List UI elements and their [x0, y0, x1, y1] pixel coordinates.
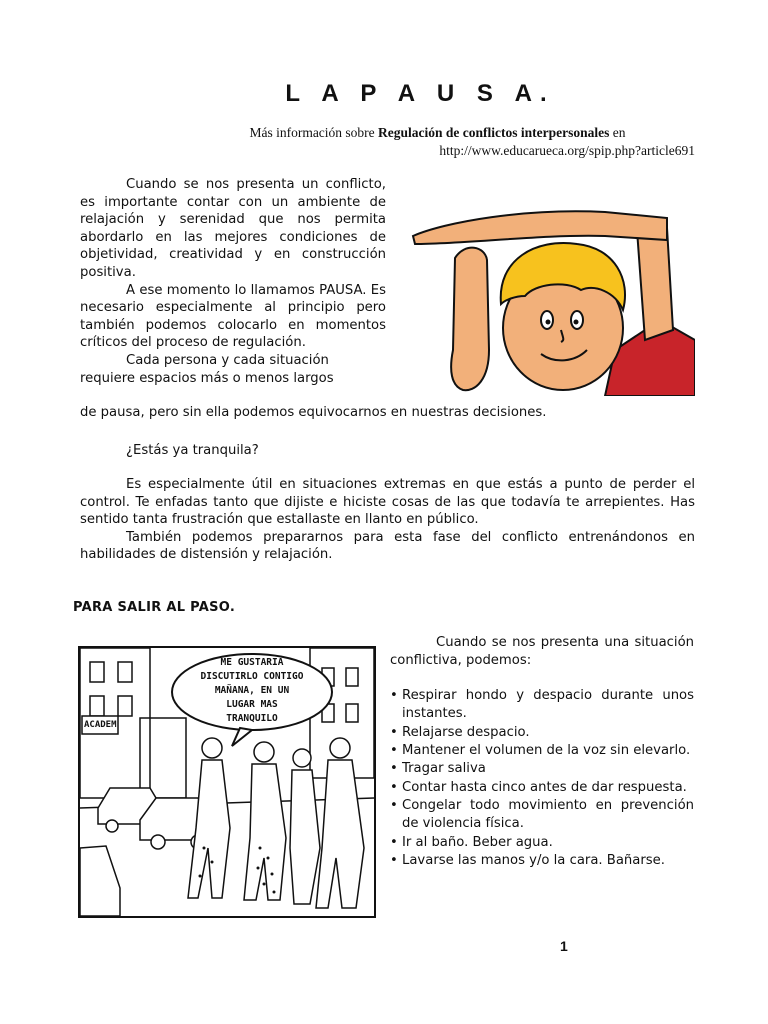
advice-list	[390, 687, 694, 870]
side-intro: Cuando se nos presenta una situación conflictiva, podemos:	[390, 635, 694, 668]
list-item: • Tragar saliva	[390, 760, 694, 778]
more-info-topic: Regulación de conflictos interpersonales	[378, 125, 610, 140]
speech-line: DISCUTIRLO CONTIGO	[200, 671, 304, 682]
intro-paragraph-2: A ese momento lo llamamos PAUSA. Es necesario especialmente al principio pero también podemos colocarlo en momentos críticos del proceso de regulación.	[80, 282, 386, 351]
list-item: • Ir al baño. Beber agua.	[390, 834, 694, 852]
pause-gesture-illustration	[405, 200, 695, 396]
list-item: • Respirar hondo y despacio durante unos instantes.	[390, 687, 694, 724]
more-info-url[interactable]: http://www.educarueca.org/spip.php?article691	[439, 143, 695, 158]
intro-paragraph-3-end: de pausa, pero sin ella podemos equivocarnos en nuestras decisiones.	[80, 405, 547, 420]
comic-sign: ACADEM	[84, 720, 117, 730]
more-info	[80, 124, 695, 160]
list-item: • Congelar todo movimiento en prevención de violencia física.	[390, 797, 694, 834]
more-info-line	[80, 124, 695, 142]
question: ¿Estás ya tranquila?	[126, 443, 259, 458]
more-info-suffix: en	[609, 125, 626, 140]
page-title: L A P A U S A.	[285, 80, 555, 107]
section-heading: PARA SALIR AL PASO.	[73, 600, 236, 615]
list-item: • Mantener el volumen de la voz sin elevarlo.	[390, 742, 694, 760]
more-info-prefix: Más información sobre	[249, 125, 379, 140]
page-number: 1	[560, 938, 568, 954]
body-text	[80, 476, 695, 564]
intro-text	[80, 176, 386, 387]
intro-paragraph-3: Cada persona y cada situación requiere espacios más o menos largos	[80, 352, 334, 386]
list-item: • Contar hasta cinco antes de dar respuesta.	[390, 779, 694, 797]
speech-line: TRANQUILO	[226, 713, 278, 724]
speech-line: LUGAR MAS	[226, 699, 278, 710]
speech-line: MAÑANA, EN UN	[214, 685, 290, 696]
speech-line: ME GUSTARIA	[220, 657, 284, 668]
side-column	[390, 634, 694, 870]
body-paragraph-1: Es especialmente útil en situaciones extremas en que estás a punto de perder el control. Te enfadas tanto que dijiste e hiciste cosas de las que todavía te arrepientes. Has sentido tanta frustración que estallaste en llanto en público.	[80, 477, 695, 528]
intro-paragraph-1: Cuando se nos presenta un conflicto, es importante contar con un ambiente de relajación y serenidad que nos permita abordarlo en las mejores condiciones de objetividad, creatividad y en construcción positiva.	[80, 177, 386, 280]
list-item: • Relajarse despacio.	[390, 724, 694, 742]
body-paragraph-2: También podemos prepararnos para esta fase del conflicto entrenándonos en habilidades de distensión y relajación.	[80, 529, 695, 563]
list-item: • Lavarse las manos y/o la cara. Bañarse.	[390, 852, 694, 870]
comic-illustration	[78, 646, 376, 918]
speech-bubble	[176, 656, 328, 726]
